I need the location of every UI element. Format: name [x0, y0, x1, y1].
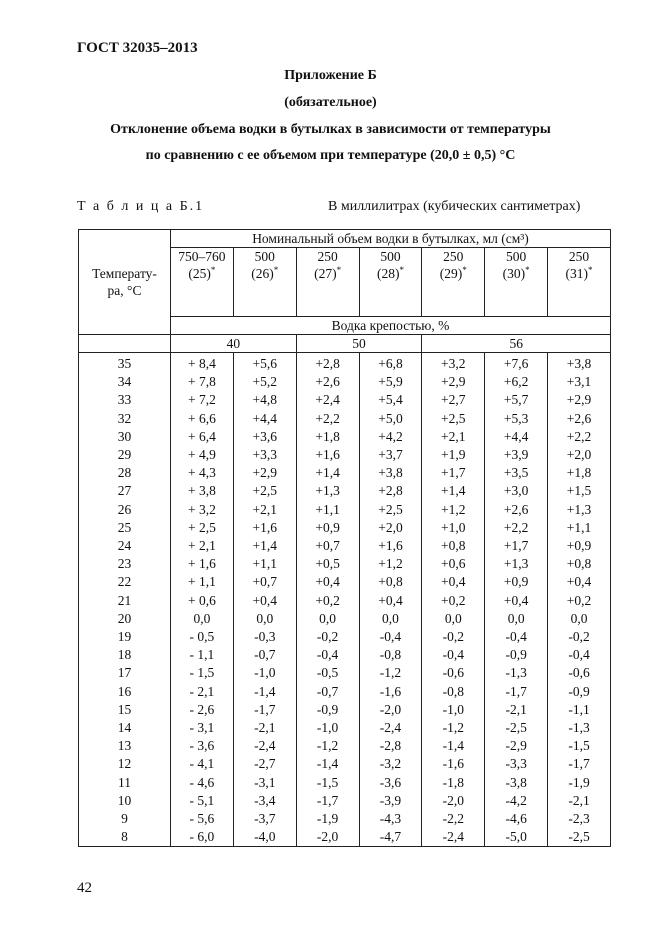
deviation-cell: -1,2 — [296, 737, 359, 755]
units-note: В миллилитрах (кубических сантиметрах) — [328, 199, 581, 214]
volume-note: (28)* — [376, 265, 404, 281]
temperature-cell: 25 — [79, 519, 171, 537]
deviation-cell: +5,4 — [359, 391, 422, 409]
deviation-cell: -1,6 — [422, 755, 485, 773]
deviation-cell: +0,5 — [296, 555, 359, 573]
deviation-cell: +0,2 — [548, 592, 611, 610]
volume-header-cell — [548, 248, 611, 317]
volume-note: (26)* — [251, 265, 279, 281]
deviation-cell: - 5,6 — [171, 810, 234, 828]
temperature-cell: 34 — [79, 373, 171, 391]
deviation-cell: +2,6 — [548, 410, 611, 428]
deviation-cell: +1,4 — [233, 537, 296, 555]
deviation-cell: +1,3 — [296, 482, 359, 500]
deviation-cell: +2,8 — [296, 353, 359, 374]
footnote-mark: * — [525, 265, 530, 275]
deviation-cell: + 3,8 — [171, 482, 234, 500]
deviation-cell: +0,4 — [548, 573, 611, 591]
deviation-cell: -0,8 — [422, 683, 485, 701]
deviation-cell: +0,4 — [485, 592, 548, 610]
temperature-cell: 17 — [79, 664, 171, 682]
volume-note: (29)* — [439, 265, 467, 281]
deviation-cell: + 1,6 — [171, 555, 234, 573]
deviation-cell: - 1,1 — [171, 646, 234, 664]
deviation-cell: -0,6 — [548, 664, 611, 682]
deviation-cell: +1,1 — [296, 501, 359, 519]
strength-header: Водка крепостью, % — [171, 317, 611, 335]
deviation-cell: +1,7 — [422, 464, 485, 482]
deviation-cell: -2,0 — [359, 701, 422, 719]
deviation-cell: -3,8 — [485, 774, 548, 792]
deviation-cell: - 1,5 — [171, 664, 234, 682]
deviation-cell: -1,6 — [359, 683, 422, 701]
deviation-cell: +5,2 — [233, 373, 296, 391]
volume-value: 250 — [568, 249, 590, 264]
deviation-cell: + 4,9 — [171, 446, 234, 464]
deviation-cell: -4,7 — [359, 828, 422, 847]
volume-header-cell — [359, 248, 422, 317]
deviation-cell: +0,9 — [485, 573, 548, 591]
deviation-cell: +2,0 — [548, 446, 611, 464]
deviation-cell: -3,7 — [233, 810, 296, 828]
deviation-cell: -2,7 — [233, 755, 296, 773]
deviation-cell: + 3,2 — [171, 501, 234, 519]
table-row — [79, 555, 611, 573]
deviation-cell: +2,7 — [422, 391, 485, 409]
temperature-cell: 32 — [79, 410, 171, 428]
deviation-cell: - 6,0 — [171, 828, 234, 847]
deviation-cell: -0,6 — [422, 664, 485, 682]
deviation-cell: -1,5 — [296, 774, 359, 792]
deviation-cell: 0,0 — [548, 610, 611, 628]
deviation-cell: -0,4 — [296, 646, 359, 664]
deviation-cell: -2,0 — [296, 828, 359, 847]
deviation-cell: - 4,1 — [171, 755, 234, 773]
deviation-cell: -1,7 — [548, 755, 611, 773]
deviation-cell: + 7,8 — [171, 373, 234, 391]
deviation-cell: -0,4 — [485, 628, 548, 646]
deviation-cell: - 2,1 — [171, 683, 234, 701]
table-row — [79, 628, 611, 646]
deviation-cell: +2,9 — [422, 373, 485, 391]
deviation-cell: +1,9 — [422, 446, 485, 464]
volume-note: (30)* — [502, 265, 530, 281]
deviation-cell: -2,1 — [548, 792, 611, 810]
deviation-cell: -5,0 — [485, 828, 548, 847]
deviation-cell: +4,8 — [233, 391, 296, 409]
table-row — [79, 519, 611, 537]
deviation-cell: +0,9 — [296, 519, 359, 537]
table-row — [79, 664, 611, 682]
deviation-cell: -0,4 — [359, 628, 422, 646]
deviation-cell: +4,4 — [233, 410, 296, 428]
deviation-cell: -3,4 — [233, 792, 296, 810]
deviation-cell: +1,8 — [548, 464, 611, 482]
deviation-cell: +1,5 — [548, 482, 611, 500]
table-row — [79, 646, 611, 664]
temperature-cell: 28 — [79, 464, 171, 482]
deviation-cell: +2,5 — [359, 501, 422, 519]
table-row — [79, 755, 611, 773]
deviation-cell: -0,2 — [422, 628, 485, 646]
deviation-cell: +0,8 — [422, 537, 485, 555]
table-row — [79, 353, 611, 374]
deviation-cell: +3,9 — [485, 446, 548, 464]
deviation-cell: 0,0 — [233, 610, 296, 628]
deviation-cell: -3,6 — [359, 774, 422, 792]
deviation-cell: -3,3 — [485, 755, 548, 773]
volume-header-cell — [296, 248, 359, 317]
temperature-cell: 16 — [79, 683, 171, 701]
deviation-cell: +0,2 — [422, 592, 485, 610]
deviation-cell: -1,7 — [233, 701, 296, 719]
temperature-cell: 20 — [79, 610, 171, 628]
temperature-cell: 29 — [79, 446, 171, 464]
footnote-mark: * — [399, 265, 404, 275]
deviation-cell: + 2,1 — [171, 537, 234, 555]
deviation-cell: -4,2 — [485, 792, 548, 810]
temperature-cell: 14 — [79, 719, 171, 737]
deviation-cell: +2,2 — [485, 519, 548, 537]
deviation-cell: +1,2 — [359, 555, 422, 573]
temperature-cell: 24 — [79, 537, 171, 555]
deviation-cell: + 0,6 — [171, 592, 234, 610]
deviation-cell: -2,8 — [359, 737, 422, 755]
deviation-cell: - 4,6 — [171, 774, 234, 792]
deviation-cell: + 2,5 — [171, 519, 234, 537]
deviation-cell: +2,2 — [548, 428, 611, 446]
temperature-cell: 13 — [79, 737, 171, 755]
deviation-cell: +5,3 — [485, 410, 548, 428]
deviation-cell: + 8,4 — [171, 353, 234, 374]
deviation-cell: -1,9 — [296, 810, 359, 828]
deviation-cell: -0,4 — [422, 646, 485, 664]
deviation-cell: +1,4 — [422, 482, 485, 500]
deviation-cell: -1,2 — [422, 719, 485, 737]
deviation-cell: +0,4 — [233, 592, 296, 610]
deviation-cell: +6,2 — [485, 373, 548, 391]
deviation-cell: -1,9 — [548, 774, 611, 792]
deviation-cell: +0,4 — [359, 592, 422, 610]
deviation-cell: +2,0 — [359, 519, 422, 537]
deviation-cell: -4,6 — [485, 810, 548, 828]
deviation-cell: -1,2 — [359, 664, 422, 682]
deviation-cell: -2,2 — [422, 810, 485, 828]
deviation-cell: -1,3 — [485, 664, 548, 682]
deviation-cell: +4,2 — [359, 428, 422, 446]
deviation-cell: +3,0 — [485, 482, 548, 500]
deviation-cell: +2,1 — [233, 501, 296, 519]
deviation-cell: +1,1 — [233, 555, 296, 573]
table-row — [79, 391, 611, 409]
deviation-cell: -2,0 — [422, 792, 485, 810]
deviation-cell: -0,9 — [296, 701, 359, 719]
deviation-cell: -0,7 — [296, 683, 359, 701]
deviation-cell: -1,4 — [422, 737, 485, 755]
deviation-cell: +2,5 — [233, 482, 296, 500]
deviation-cell: +0,8 — [359, 573, 422, 591]
deviation-cell: +0,6 — [422, 555, 485, 573]
deviation-cell: -2,5 — [485, 719, 548, 737]
deviation-cell: - 2,6 — [171, 701, 234, 719]
deviation-cell: 0,0 — [485, 610, 548, 628]
volume-value: 750–760 — [178, 249, 226, 264]
deviation-cell: -0,4 — [548, 646, 611, 664]
deviation-cell: +2,6 — [296, 373, 359, 391]
temperature-cell: 18 — [79, 646, 171, 664]
deviation-cell: +7,6 — [485, 353, 548, 374]
table-row — [79, 774, 611, 792]
table-row — [79, 446, 611, 464]
strength-56: 56 — [422, 335, 611, 353]
deviation-cell: + 7,2 — [171, 391, 234, 409]
temperature-cell: 21 — [79, 592, 171, 610]
deviation-cell: -2,1 — [485, 701, 548, 719]
volume-value: 500 — [254, 249, 275, 264]
deviation-cell: +0,2 — [296, 592, 359, 610]
deviation-cell: +5,0 — [359, 410, 422, 428]
deviation-cell: -2,4 — [359, 719, 422, 737]
deviation-cell: +3,7 — [359, 446, 422, 464]
deviation-cell: -1,1 — [548, 701, 611, 719]
volume-note: (27)* — [314, 265, 342, 281]
deviation-cell: +0,7 — [233, 573, 296, 591]
temperature-cell: 27 — [79, 482, 171, 500]
deviation-cell: -0,5 — [296, 664, 359, 682]
table-row — [79, 719, 611, 737]
volume-note: (31)* — [565, 265, 593, 281]
deviation-cell: +2,5 — [422, 410, 485, 428]
table-row — [79, 810, 611, 828]
deviation-cell: +3,8 — [359, 464, 422, 482]
deviation-cell: - 5,1 — [171, 792, 234, 810]
deviation-cell: -1,3 — [548, 719, 611, 737]
deviation-cell: +3,1 — [548, 373, 611, 391]
deviation-cell: +3,2 — [422, 353, 485, 374]
deviation-cell: -0,8 — [359, 646, 422, 664]
deviation-cell: +1,8 — [296, 428, 359, 446]
deviation-cell: +1,7 — [485, 537, 548, 555]
deviation-cell: +1,6 — [296, 446, 359, 464]
deviation-cell: +1,3 — [548, 501, 611, 519]
strength-50: 50 — [296, 335, 422, 353]
volume-header-cell — [171, 248, 234, 317]
deviation-cell: + 6,4 — [171, 428, 234, 446]
deviation-cell: +4,4 — [485, 428, 548, 446]
temperature-cell: 8 — [79, 828, 171, 847]
temperature-cell: 19 — [79, 628, 171, 646]
deviation-cell: +0,7 — [296, 537, 359, 555]
table-caption: Т а б л и ц а Б.1 — [77, 199, 205, 214]
deviation-cell: -3,9 — [359, 792, 422, 810]
footnote-mark: * — [588, 265, 593, 275]
deviation-cell: - 3,1 — [171, 719, 234, 737]
deviation-cell: + 4,3 — [171, 464, 234, 482]
deviation-cell: -1,0 — [233, 664, 296, 682]
temperature-cell: 22 — [79, 573, 171, 591]
deviation-cell: -2,3 — [548, 810, 611, 828]
data-table — [78, 229, 611, 847]
title-line-2: по сравнению с ее объемом при температуре (20,0 ± 0,5) °С — [145, 148, 516, 163]
appendix-title: Приложение Б — [284, 68, 377, 83]
volume-value: 250 — [443, 249, 464, 264]
volume-value: 250 — [317, 249, 338, 264]
table-row — [79, 482, 611, 500]
table-row — [79, 828, 611, 847]
deviation-cell: +0,4 — [422, 573, 485, 591]
volume-header-cell — [233, 248, 296, 317]
deviation-cell: -1,8 — [422, 774, 485, 792]
deviation-cell: -1,4 — [233, 683, 296, 701]
deviation-cell: -3,2 — [359, 755, 422, 773]
table-row — [79, 428, 611, 446]
temperature-cell: 10 — [79, 792, 171, 810]
deviation-cell: -1,5 — [548, 737, 611, 755]
volume-note: (25)* — [188, 265, 216, 281]
deviation-cell: 0,0 — [296, 610, 359, 628]
deviation-cell: - 0,5 — [171, 628, 234, 646]
deviation-cell: -2,1 — [233, 719, 296, 737]
deviation-cell: -1,0 — [296, 719, 359, 737]
nominal-volume-header: Номинальный объем водки в бутылках, мл (см³) — [171, 230, 611, 248]
temperature-cell: 23 — [79, 555, 171, 573]
temperature-cell: 30 — [79, 428, 171, 446]
deviation-cell: +6,8 — [359, 353, 422, 374]
deviation-cell: -2,9 — [485, 737, 548, 755]
volume-header-cell — [422, 248, 485, 317]
volume-header-cell — [485, 248, 548, 317]
deviation-cell: -0,2 — [548, 628, 611, 646]
deviation-cell: + 6,6 — [171, 410, 234, 428]
deviation-cell: 0,0 — [359, 610, 422, 628]
deviation-cell: +5,9 — [359, 373, 422, 391]
deviation-cell: -2,4 — [422, 828, 485, 847]
table-row — [79, 573, 611, 591]
table-row — [79, 537, 611, 555]
deviation-cell: -1,7 — [296, 792, 359, 810]
deviation-cell: +3,8 — [548, 353, 611, 374]
deviation-cell: +1,3 — [485, 555, 548, 573]
deviation-cell: -0,9 — [548, 683, 611, 701]
deviation-cell: -1,0 — [422, 701, 485, 719]
deviation-cell: +1,2 — [422, 501, 485, 519]
deviation-cell: + 1,1 — [171, 573, 234, 591]
deviation-cell: +2,2 — [296, 410, 359, 428]
temperature-cell: 35 — [79, 353, 171, 374]
deviation-cell: +2,4 — [296, 391, 359, 409]
deviation-cell: +1,0 — [422, 519, 485, 537]
table-row — [79, 373, 611, 391]
empty-header-cell — [79, 335, 171, 353]
appendix-type: (обязательное) — [284, 95, 377, 110]
deviation-cell: +0,9 — [548, 537, 611, 555]
deviation-cell: 0,0 — [171, 610, 234, 628]
footnote-mark: * — [273, 265, 279, 275]
deviation-cell: +2,9 — [548, 391, 611, 409]
standard-number: ГОСТ 32035–2013 — [77, 40, 198, 56]
table-row — [79, 737, 611, 755]
deviation-cell: +3,3 — [233, 446, 296, 464]
footnote-mark: * — [210, 265, 216, 275]
temperature-cell: 15 — [79, 701, 171, 719]
deviation-cell: +5,6 — [233, 353, 296, 374]
deviation-cell: -2,5 — [548, 828, 611, 847]
deviation-cell: +1,6 — [233, 519, 296, 537]
deviation-cell: +5,7 — [485, 391, 548, 409]
deviation-cell: +3,5 — [485, 464, 548, 482]
volume-value: 500 — [506, 249, 527, 264]
deviation-cell: +0,4 — [296, 573, 359, 591]
deviation-cell: -0,9 — [485, 646, 548, 664]
table-row — [79, 464, 611, 482]
deviation-cell: +2,1 — [422, 428, 485, 446]
volume-value: 500 — [380, 249, 401, 264]
table-row — [79, 792, 611, 810]
deviation-cell: +3,6 — [233, 428, 296, 446]
deviation-cell: +1,1 — [548, 519, 611, 537]
deviation-cell: -4,0 — [233, 828, 296, 847]
deviation-cell: +2,8 — [359, 482, 422, 500]
title-line-1: Отклонение объема водки в бутылках в зависимости от температуры — [110, 122, 551, 137]
deviation-cell: - 3,6 — [171, 737, 234, 755]
deviation-cell: -2,4 — [233, 737, 296, 755]
temperature-cell: 9 — [79, 810, 171, 828]
table-row — [79, 592, 611, 610]
deviation-cell: +2,9 — [233, 464, 296, 482]
deviation-cell: +0,8 — [548, 555, 611, 573]
deviation-cell: -0,2 — [296, 628, 359, 646]
deviation-cell: +2,6 — [485, 501, 548, 519]
temperature-cell: 33 — [79, 391, 171, 409]
table-row — [79, 410, 611, 428]
temperature-cell: 11 — [79, 774, 171, 792]
deviation-cell: -1,7 — [485, 683, 548, 701]
table-row — [79, 683, 611, 701]
deviation-cell: -3,1 — [233, 774, 296, 792]
deviation-cell: -1,4 — [296, 755, 359, 773]
table-row — [79, 610, 611, 628]
table-row — [79, 501, 611, 519]
temperature-header: Температу- ра, °С — [79, 230, 171, 335]
deviation-cell: +1,6 — [359, 537, 422, 555]
temperature-cell: 26 — [79, 501, 171, 519]
temperature-cell: 12 — [79, 755, 171, 773]
deviation-cell: -0,3 — [233, 628, 296, 646]
deviation-cell: 0,0 — [422, 610, 485, 628]
deviation-cell: +1,4 — [296, 464, 359, 482]
footnote-mark: * — [462, 265, 467, 275]
deviation-cell: -0,7 — [233, 646, 296, 664]
table-row — [79, 701, 611, 719]
footnote-mark: * — [336, 265, 342, 275]
strength-40: 40 — [171, 335, 297, 353]
page-number: 42 — [77, 880, 92, 896]
deviation-cell: -4,3 — [359, 810, 422, 828]
